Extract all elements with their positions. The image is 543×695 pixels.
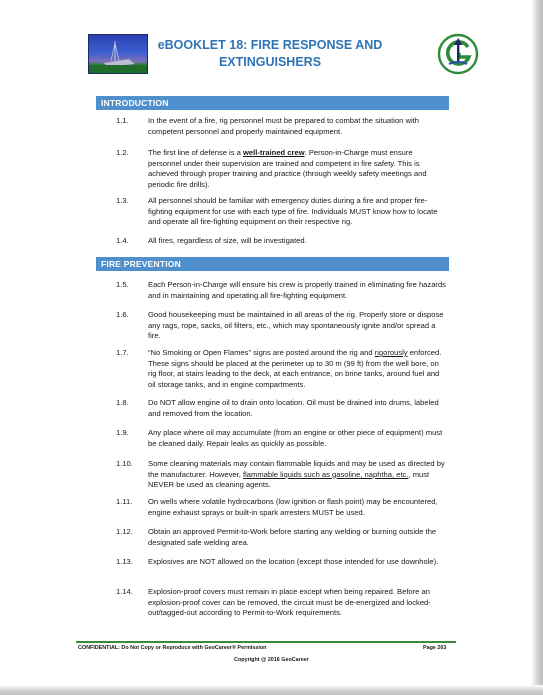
text-segment: enforced. These signs should be placed at the perimeter up to 30 m (99 ft) from the well bore, on rig floor, at stairs leading to the deck, at each entrance, on brine tanks, around fuel and oil storage tanks, and in engine compartments.	[148, 348, 442, 389]
text-segment: , must NEVER be used as cleaning agents.	[148, 469, 430, 490]
text-segment: Explosion-proof covers must remain in place except when being repaired. Before an explosion-proof cover can be removed, the circuit must be de-energized and locked-out/tagged-out according to Permit-to-Work requirements.	[148, 587, 431, 618]
text-segment: “No Smoking or Open Flames” signs are posted around the rig and	[148, 348, 375, 357]
item-text	[148, 527, 448, 548]
item-text	[148, 280, 448, 301]
item-number: 1.8.	[116, 398, 129, 407]
section-header-fire-prevention: FIRE PREVENTION	[96, 257, 449, 271]
text-segment: The first line of defense is a	[148, 148, 243, 157]
item-number: 1.1.	[116, 116, 129, 125]
document-title-line-2: EXTINGUISHERS	[218, 55, 322, 69]
item-number: 1.12.	[116, 527, 133, 536]
footer-confidential-notice: CONFIDENTIAL: Do Not Copy or Reproduce with GeoCareer® Permission	[78, 645, 267, 651]
item-number: 1.7.	[116, 348, 129, 357]
item-text	[148, 587, 448, 619]
emphasized-text: flammable liquids such as gasoline, naphtha, etc.	[242, 469, 409, 479]
item-number: 1.3.	[116, 196, 129, 205]
footer-page-number: Page 263	[423, 645, 447, 651]
item-number: 1.10.	[116, 459, 133, 468]
text-segment: . Person-in-Charge must ensure personnel under their supervision are trained and competent in fire safety. This is achieved through proper training and practice (through weekly safety meetings and periodic fire drills).	[148, 148, 427, 189]
footer-copyright: Copyright @ 2016 GeoCareer	[234, 657, 309, 663]
item-text	[148, 236, 448, 247]
item-number: 1.9.	[116, 428, 129, 437]
text-segment: Any place where oil may accumulate (from an engine or other piece of equipment) must be cleaned daily. Repair leaks as quickly as possible.	[148, 428, 443, 448]
item-number: 1.6.	[116, 310, 129, 319]
footer-rule	[76, 641, 456, 643]
text-segment: All personnel should be familiar with emergency duties during a fire and proper fire-fighting equipment for use with each type of fire. Individuals MUST know how to locate and operate all fire-fighting equipment on their respective rig.	[148, 196, 438, 227]
item-text	[148, 557, 448, 568]
text-segment: Each Person-in-Charge will ensure his crew is properly trained in eliminating fire hazards and in maintaining and operating all fire-fighting equipment.	[148, 280, 446, 300]
item-text	[148, 428, 448, 449]
text-segment: Good housekeeping must be maintained in all areas of the rig. Properly store or dispose any rags, rope, sacks, oil filters, etc., which may spontaneously ignite and/or spread a fire.	[148, 310, 444, 341]
text-segment: On wells where volatile hydrocarbons (low ignition or flash point) may be encountered, engine exhaust sprays or built-in spark arresters MUST be used.	[148, 497, 438, 517]
item-number: 1.13.	[116, 557, 133, 566]
item-text	[148, 497, 448, 518]
rig-landscape-logo-icon	[88, 34, 148, 74]
section-header-introduction: INTRODUCTION	[96, 96, 449, 110]
document-title-line-1: eBOOKLET 18: FIRE RESPONSE AND	[157, 38, 383, 52]
geocareer-g-logo-icon	[437, 33, 479, 75]
text-segment: In the event of a fire, rig personnel must be prepared to combat the situation with competent personnel and properly maintained equipment.	[148, 116, 419, 136]
text-segment: Do NOT allow engine oil to drain onto location. Oil must be drained into drums, labeled and removed from the location.	[148, 398, 439, 418]
item-text	[148, 310, 448, 342]
page-shadow-bottom	[0, 685, 543, 695]
item-number: 1.5.	[116, 280, 129, 289]
item-text	[148, 196, 448, 228]
item-text	[148, 148, 448, 190]
emphasized-text: well-trained crew	[242, 148, 305, 157]
item-number: 1.11.	[116, 497, 133, 506]
text-segment: All fires, regardless of size, will be investigated.	[148, 236, 307, 245]
item-number: 1.4.	[116, 236, 129, 245]
page-shadow-right	[531, 0, 543, 695]
document-title	[150, 37, 390, 71]
item-text	[148, 348, 448, 390]
text-segment: Obtain an approved Permit-to-Work before starting any welding or burning outside the designated safe welding area.	[148, 527, 437, 547]
text-segment: Explosives are NOT allowed on the location (except those intended for use downhole).	[148, 557, 439, 566]
text-segment: Some cleaning materials may contain flammable liquids and may be used as directed by the manufacturer. However,	[148, 459, 445, 479]
item-text	[148, 459, 448, 491]
item-text	[148, 116, 448, 137]
item-number: 1.14.	[116, 587, 133, 596]
emphasized-text: rigorously	[374, 348, 408, 357]
item-number: 1.2.	[116, 148, 129, 157]
item-text	[148, 398, 448, 419]
